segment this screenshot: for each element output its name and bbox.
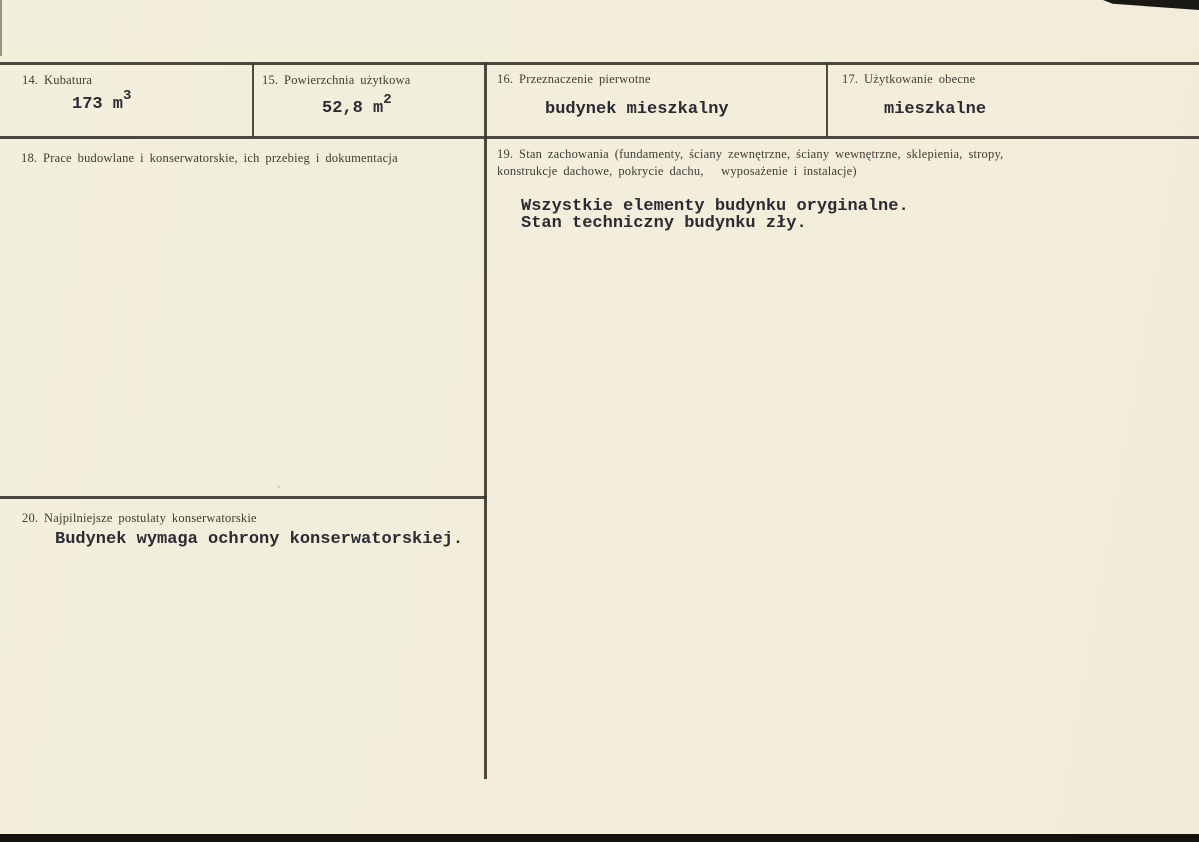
field-14-value-text: 173 m [72,95,124,114]
field-15-powierzchnia-label: 15. Powierzchnia użytkowa [262,73,411,87]
scan-edge-top-left [0,0,2,56]
divider-f14-f15 [252,63,254,137]
field-14-value-superscript: 3 [123,88,132,105]
field-17-uzytkowanie-label: 17. Użytkowanie obecne [842,72,976,86]
field-14-kubatura-label: 14. Kubatura [22,73,93,87]
field-19-stan-label-line2: konstrukcje dachowe, pokrycie dachu, wyposażenie i instalacje) [497,164,857,178]
field-18-prace-label: 18. Prace budowlane i konserwatorskie, ich przebieg i dokumentacja [21,151,398,165]
scan-edge-bottom [0,834,1199,842]
field-20-postulaty-value: Budynek wymaga ochrony konserwatorskiej. [55,530,464,549]
field-17-uzytkowanie-value: mieszkalne [884,100,987,119]
field-19-stan-value-line1: Wszystkie elementy budynku oryginalne. [521,197,909,216]
field-16-przeznaczenie-label: 16. Przeznaczenie pierwotne [497,72,651,86]
table-border-top [0,62,1199,65]
divider-f16-f17 [826,63,828,137]
field-15-powierzchnia-value [322,92,392,118]
field18-field20-divider [0,496,486,499]
field-19-stan-value-line2: Stan techniczny budynku zły. [521,214,807,233]
row1-bottom-border [0,136,1199,139]
field-14-kubatura-value [72,88,132,114]
field-15-value-text: 52,8 m [322,99,384,118]
field-16-przeznaczenie-value: budynek mieszkalny [545,100,729,119]
scan-edge-top-right [1103,0,1199,10]
center-column-divider [484,63,487,779]
field-15-value-superscript: 2 [383,92,392,109]
scan-speck: ’ [277,484,281,496]
field-20-postulaty-label: 20. Najpilniejsze postulaty konserwatorskie [22,511,257,525]
field-19-stan-label-line1: 19. Stan zachowania (fundamenty, ściany zewnętrzne, ściany wewnętrzne, sklepienia, stropy, [497,147,1004,161]
